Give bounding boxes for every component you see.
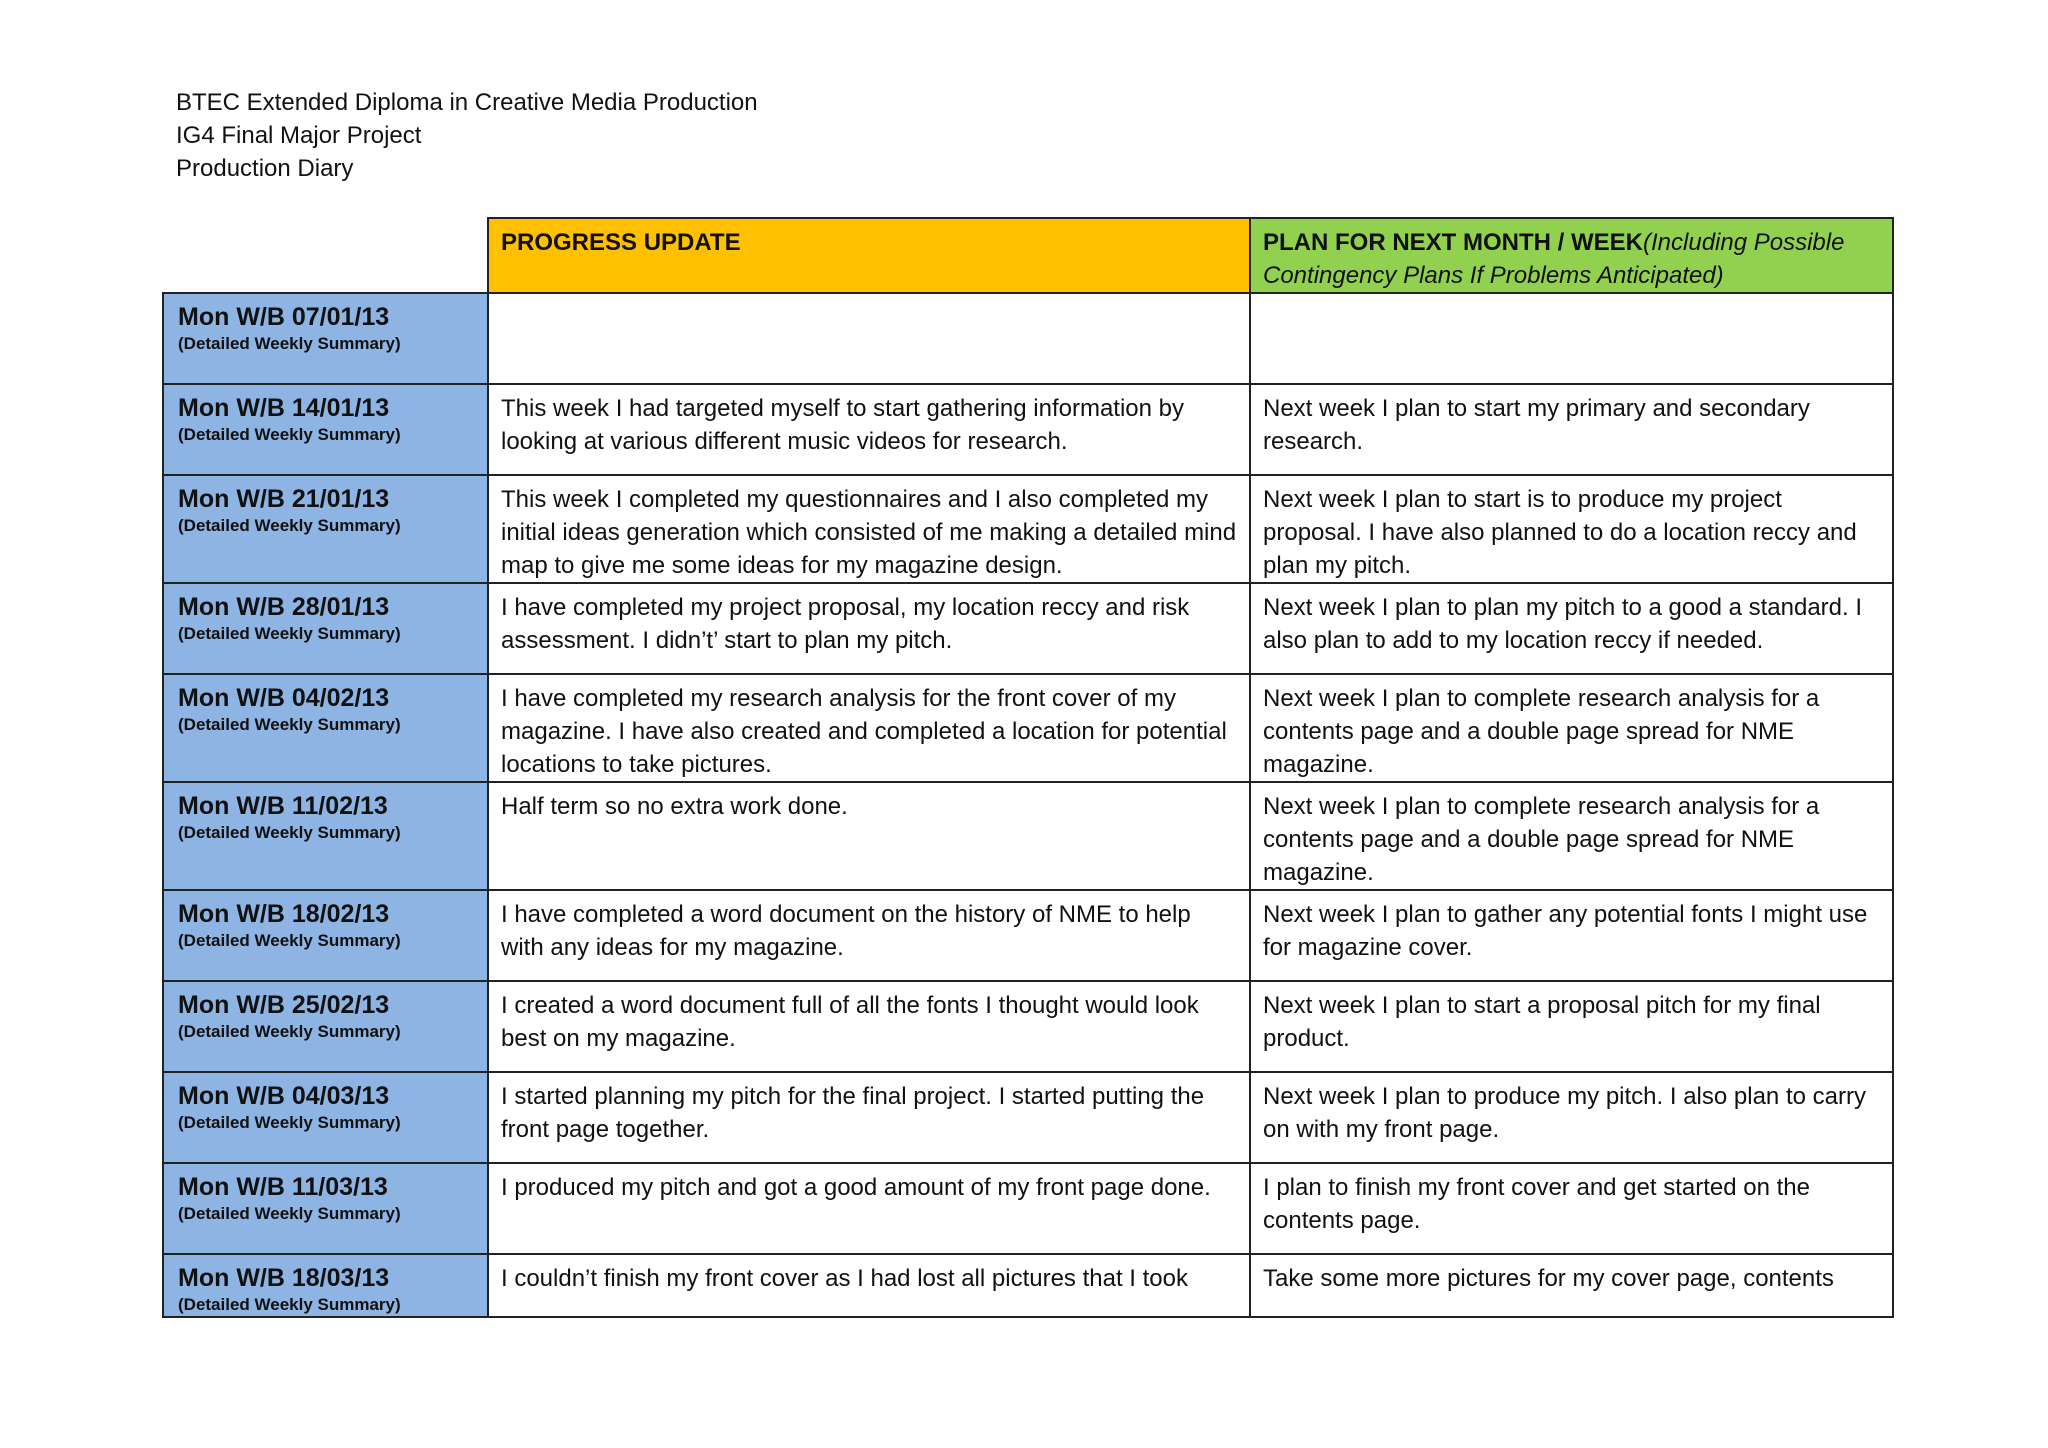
plan-cell — [1250, 583, 1893, 674]
progress-cell — [488, 674, 1250, 782]
week-label: Mon W/B 18/03/13 — [178, 1264, 390, 1292]
plan-text: Next week I plan to plan my pitch to a good a standard. I also plan to add to my location reccy if needed. — [1263, 594, 1863, 654]
progress-cell — [488, 1254, 1250, 1317]
plan-cell — [1250, 981, 1893, 1072]
plan-next-label: PLAN FOR NEXT MONTH / WEEK — [1263, 229, 1643, 256]
progress-text: I have completed a word document on the history of NME to help with any ideas for my magazine. — [501, 901, 1191, 961]
week-summary-note: (Detailed Weekly Summary) — [178, 1295, 401, 1314]
header-row — [163, 218, 1893, 293]
week-summary-note: (Detailed Weekly Summary) — [178, 425, 401, 444]
week-cell — [163, 782, 488, 890]
progress-update-label: PROGRESS UPDATE — [501, 229, 741, 256]
diary-row — [163, 475, 1893, 583]
progress-text: I have completed my project proposal, my location reccy and risk assessment. I didn’t’ start to plan my pitch. — [501, 594, 1190, 654]
progress-cell — [488, 981, 1250, 1072]
week-cell — [163, 583, 488, 674]
progress-cell — [488, 1163, 1250, 1254]
diary-row — [163, 583, 1893, 674]
week-label: Mon W/B 11/02/13 — [178, 792, 388, 820]
plan-cell — [1250, 782, 1893, 890]
diary-row — [163, 1072, 1893, 1163]
week-cell — [163, 475, 488, 583]
week-cell — [163, 1163, 488, 1254]
plan-text: Next week I plan to complete research analysis for a contents page and a double page spread for NME magazine. — [1263, 793, 1820, 886]
progress-text: I have completed my research analysis for the front cover of my magazine. I have also created and completed a location for potential locations to take pictures. — [501, 685, 1227, 778]
progress-cell — [488, 384, 1250, 475]
week-summary-note: (Detailed Weekly Summary) — [178, 931, 401, 950]
progress-cell — [488, 782, 1250, 890]
plan-text: I plan to finish my front cover and get started on the contents page. — [1263, 1174, 1810, 1234]
plan-text: Next week I plan to gather any potential fonts I might use for magazine cover. — [1263, 901, 1868, 961]
plan-cell — [1250, 674, 1893, 782]
week-cell — [163, 890, 488, 981]
progress-cell — [488, 890, 1250, 981]
diary-row — [163, 782, 1893, 890]
week-cell — [163, 981, 488, 1072]
week-label: Mon W/B 14/01/13 — [178, 394, 390, 422]
progress-text: This week I had targeted myself to start gathering information by looking at various different music videos for research. — [501, 395, 1185, 455]
plan-text: Next week I plan to start is to produce my project proposal. I have also planned to do a location reccy and plan my pitch. — [1263, 486, 1857, 579]
diary-row — [163, 981, 1893, 1072]
diary-row — [163, 384, 1893, 475]
plan-cell — [1250, 384, 1893, 475]
diary-row — [163, 890, 1893, 981]
diary-row — [163, 293, 1893, 384]
week-label: Mon W/B 21/01/13 — [178, 485, 390, 513]
week-summary-note: (Detailed Weekly Summary) — [178, 624, 401, 643]
course-title: BTEC Extended Diploma in Creative Media Production — [176, 89, 758, 116]
progress-text: Half term so no extra work done. — [501, 793, 848, 820]
week-summary-note: (Detailed Weekly Summary) — [178, 715, 401, 734]
progress-text: This week I completed my questionnaires and I also completed my initial ideas generation which consisted of me making a detailed mind map to give me some ideas for my magazine design. — [501, 486, 1237, 579]
week-summary-note: (Detailed Weekly Summary) — [178, 1022, 401, 1041]
week-cell — [163, 384, 488, 475]
diary-title: Production Diary — [176, 155, 354, 182]
diary-row — [163, 1163, 1893, 1254]
plan-cell — [1250, 293, 1893, 384]
week-label: Mon W/B 28/01/13 — [178, 593, 390, 621]
diary-row — [163, 1254, 1893, 1317]
week-label: Mon W/B 04/02/13 — [178, 684, 390, 712]
week-summary-note: (Detailed Weekly Summary) — [178, 334, 401, 353]
week-summary-note: (Detailed Weekly Summary) — [178, 1204, 401, 1223]
week-summary-note: (Detailed Weekly Summary) — [178, 1113, 401, 1132]
progress-text: I couldn’t finish my front cover as I had lost all pictures that I took — [501, 1265, 1188, 1292]
plan-text: Take some more pictures for my cover page, contents — [1263, 1265, 1834, 1292]
plan-cell — [1250, 1072, 1893, 1163]
week-cell — [163, 1254, 488, 1317]
production-diary-table — [162, 217, 1894, 1318]
progress-cell — [488, 583, 1250, 674]
progress-update-header — [488, 218, 1250, 293]
week-label: Mon W/B 07/01/13 — [178, 303, 390, 331]
plan-cell — [1250, 890, 1893, 981]
week-label: Mon W/B 11/03/13 — [178, 1173, 388, 1201]
week-cell — [163, 1072, 488, 1163]
plan-cell — [1250, 1254, 1893, 1317]
plan-cell — [1250, 1163, 1893, 1254]
plan-next-header — [1250, 218, 1893, 293]
plan-text: Next week I plan to start my primary and secondary research. — [1263, 395, 1810, 455]
plan-text: Next week I plan to start a proposal pitch for my final product. — [1263, 992, 1821, 1052]
progress-text: I created a word document full of all the fonts I thought would look best on my magazine. — [501, 992, 1199, 1052]
plan-text: Next week I plan to complete research analysis for a contents page and a double page spread for NME magazine. — [1263, 685, 1820, 778]
plan-next-note: (Including Possible Contingency Plans If Problems Anticipated) — [1263, 229, 1845, 289]
progress-cell — [488, 293, 1250, 384]
progress-cell — [488, 475, 1250, 583]
progress-text: I produced my pitch and got a good amount of my front page done. — [501, 1174, 1211, 1201]
week-cell — [163, 293, 488, 384]
week-summary-note: (Detailed Weekly Summary) — [178, 823, 401, 842]
week-summary-note: (Detailed Weekly Summary) — [178, 516, 401, 535]
plan-cell — [1250, 475, 1893, 583]
week-label: Mon W/B 18/02/13 — [178, 900, 390, 928]
plan-text: Next week I plan to produce my pitch. I also plan to carry on with my front page. — [1263, 1083, 1866, 1143]
week-label: Mon W/B 25/02/13 — [178, 991, 390, 1019]
project-title: IG4 Final Major Project — [176, 122, 422, 149]
diary-row — [163, 674, 1893, 782]
progress-text: I started planning my pitch for the final project. I started putting the front page together. — [501, 1083, 1205, 1143]
progress-cell — [488, 1072, 1250, 1163]
week-label: Mon W/B 04/03/13 — [178, 1082, 390, 1110]
document-header — [176, 86, 758, 185]
header-corner — [163, 218, 488, 293]
week-cell — [163, 674, 488, 782]
